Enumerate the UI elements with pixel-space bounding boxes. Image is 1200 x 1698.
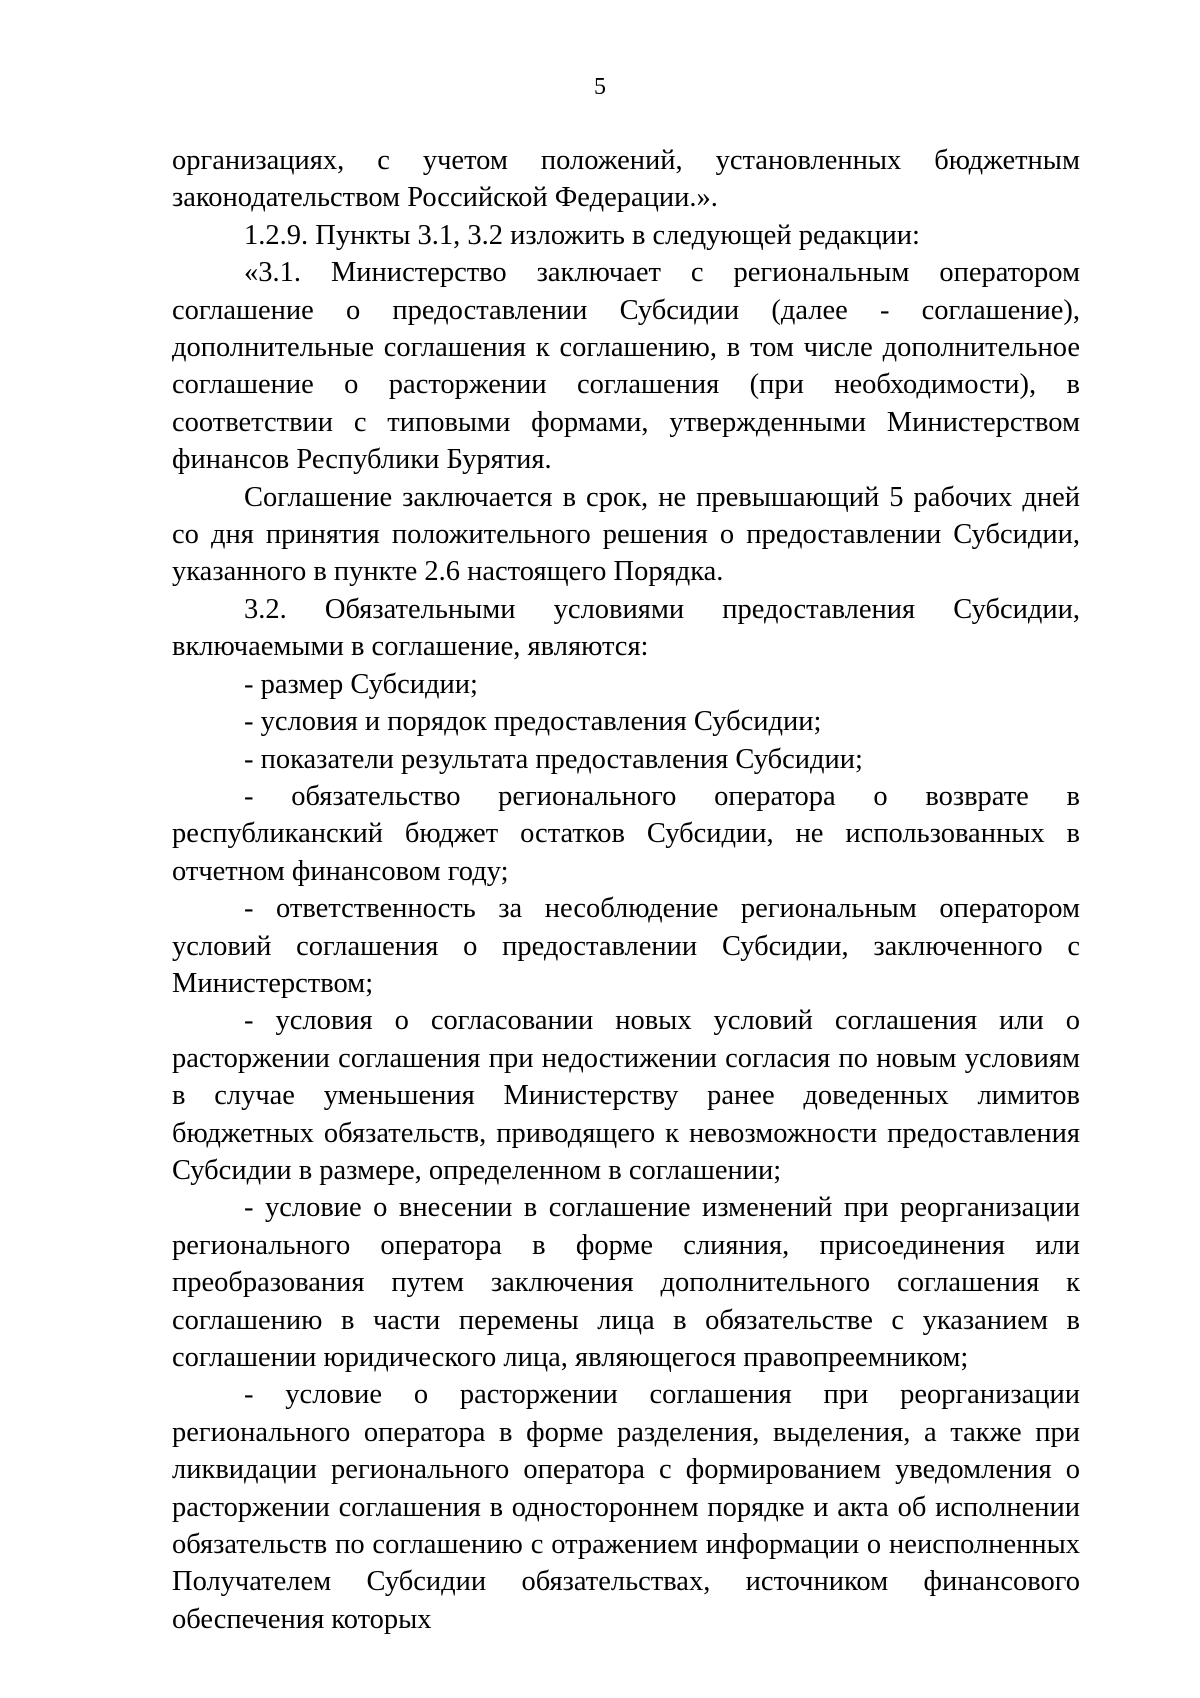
paragraph: 3.2. Обязательными условиями предоставления Субсидии, включаемыми в соглашение, являются:: [172, 593, 1080, 663]
paragraph: «3.1. Министерство заключает с региональным оператором соглашение о предоставлении Субсидии (далее - соглашение), дополнительные соглашения к соглашению, в том числе дополнительное соглашение о расторжении соглашения (при необходимости), в соответствии с типовыми формами, утвержденными Министерством финансов Республики Бурятия.: [172, 257, 1080, 476]
list-item: - условия о согласовании новых условий соглашения или о расторжении соглашения при недостижении согласия по новым условиям в случае уменьшения Министерству ранее доведенных лимитов бюджетных обязательств, приводящего к невозможности предоставления Субсидии в размере, определенном в соглашении;: [172, 1005, 1080, 1186]
list-item: - ответственность за несоблюдение региональным оператором условий соглашения о предоставлении Субсидии, заключенного с Министерством;: [172, 893, 1080, 999]
paragraph: Соглашение заключается в срок, не превышающий 5 рабочих дней со дня принятия положительного решения о предоставлении Субсидии, указанного в пункте 2.6 настоящего Порядка.: [172, 481, 1080, 588]
list-item: - условие о расторжении соглашения при реорганизации регионального оператора в форме разделения, выделения, а также при ликвидации регионального оператора с формированием уведомления о расторжении соглашения в одностороннем порядке и акта об исполнении обязательств по соглашению с отражением информации о неисполненных Получателем Субсидии обязательствах, источником финансового обеспечения которых: [172, 1379, 1080, 1635]
body-text: [172, 142, 1080, 1638]
list-item: - условия и порядок предоставления Субсидии;: [244, 706, 822, 738]
list-item: - обязательство регионального оператора о возврате в республиканский бюджет остатков Субсидии, не использованных в отчетном финансовом году;: [172, 780, 1080, 887]
list-item: - показатели результата предоставления Субсидии;: [244, 743, 863, 775]
page-number: 5: [594, 74, 606, 100]
paragraph: организациях, с учетом положений, установленных бюджетным законодательством Российской Федерации.».: [172, 145, 1080, 214]
list-item: - условие о внесении в соглашение изменений при реорганизации регионального оператора в форме слияния, присоединения или преобразования путем заключения дополнительного соглашения к соглашению в части перемены лица в обязательстве с указанием в соглашении юридического лица, являющегося правопреемником;: [172, 1192, 1080, 1373]
list-item: - размер Субсидии;: [244, 668, 478, 700]
paragraph: 1.2.9. Пункты 3.1, 3.2 изложить в следующей редакции:: [244, 219, 920, 251]
